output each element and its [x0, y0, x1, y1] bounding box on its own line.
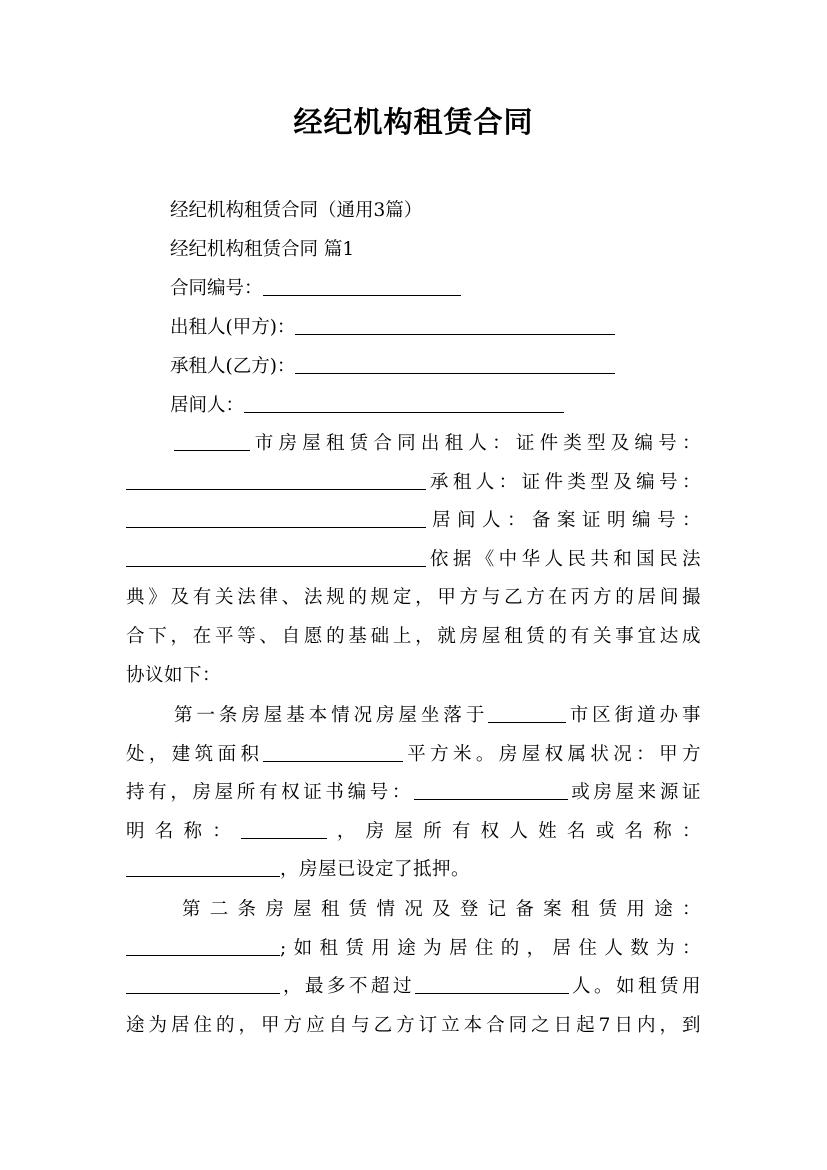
contract-number-label: 合同编号：	[170, 278, 263, 299]
article-2-line-3: ，最多不超过 人。如租赁用	[126, 968, 701, 1007]
intro-paragraph	[126, 425, 701, 695]
intro-line-6: 合下，在平等、自愿的基础上，就房屋租赁的有关事宜达成	[126, 625, 701, 647]
contract-number-blank[interactable]	[263, 273, 461, 296]
article-2-line-1: 第二条房屋租赁情况及登记备案租赁用途：	[182, 899, 701, 920]
usage-blank[interactable]	[126, 933, 280, 956]
source-name-blank[interactable]	[241, 816, 327, 839]
lessee-blank[interactable]	[295, 351, 615, 374]
intro-line-7: 协议如下：	[126, 664, 222, 686]
lessor-blank[interactable]	[295, 312, 615, 335]
intro-line-5: 典》及有关法律、法规的规定，甲方与乙方在丙方的居间撮	[126, 587, 701, 609]
area-blank[interactable]	[263, 739, 403, 762]
resident-count-blank[interactable]	[126, 971, 280, 994]
lessee-id-blank[interactable]	[126, 505, 426, 528]
max-resident-blank[interactable]	[415, 971, 569, 994]
lessor-line	[170, 309, 615, 347]
certificate-number-blank[interactable]	[414, 777, 568, 800]
intro-line-3: 居间人：备案证明编号：	[126, 502, 701, 541]
city-blank[interactable]	[174, 428, 250, 451]
intro-line-4: 依据《中华人民共和国民法	[126, 541, 701, 580]
document-title: 经纪机构租赁合同	[293, 105, 534, 139]
broker-record-blank[interactable]	[126, 544, 426, 567]
broker-line	[170, 387, 564, 425]
article-2-line-2: ;如租赁用途为居住的，居住人数为：	[126, 930, 701, 969]
lessee-label: 承租人(乙方)：	[170, 356, 296, 377]
article-1-line-4: 明名称： ，房屋所有权人姓名或名称：	[126, 813, 701, 852]
part-heading: 经纪机构租赁合同 篇1	[170, 239, 355, 260]
intro-line-2: 承租人：证件类型及编号：	[126, 464, 701, 503]
article-2	[126, 891, 701, 1045]
broker-blank[interactable]	[244, 390, 564, 413]
article-1	[126, 697, 701, 890]
location-blank[interactable]	[488, 700, 566, 723]
subtitle: 经纪机构租赁合同（通用3篇）	[170, 200, 423, 221]
owner-name-blank[interactable]	[126, 854, 280, 877]
intro-line-1: 市房屋租赁合同出租人：证件类型及编号：	[126, 425, 701, 464]
lessor-label: 出租人(甲方)：	[170, 317, 296, 338]
lessor-id-blank[interactable]	[126, 467, 426, 490]
article-1-line-2: 处，建筑面积 平方米。房屋权属状况：甲方	[126, 736, 701, 775]
article-2-line-4: 途为居住的，甲方应自与乙方订立本合同之日起7日内，到	[126, 1014, 701, 1036]
lessee-line	[170, 348, 615, 386]
contract-number-line	[170, 270, 461, 308]
article-1-line-5: ，房屋已设定了抵押。	[126, 851, 701, 890]
broker-label: 居间人：	[170, 395, 245, 416]
article-1-line-1: 第一条房屋基本情况房屋坐落于 市区街道办事	[126, 697, 701, 736]
article-1-line-3: 持有，房屋所有权证书编号： 或房屋来源证	[126, 774, 701, 813]
